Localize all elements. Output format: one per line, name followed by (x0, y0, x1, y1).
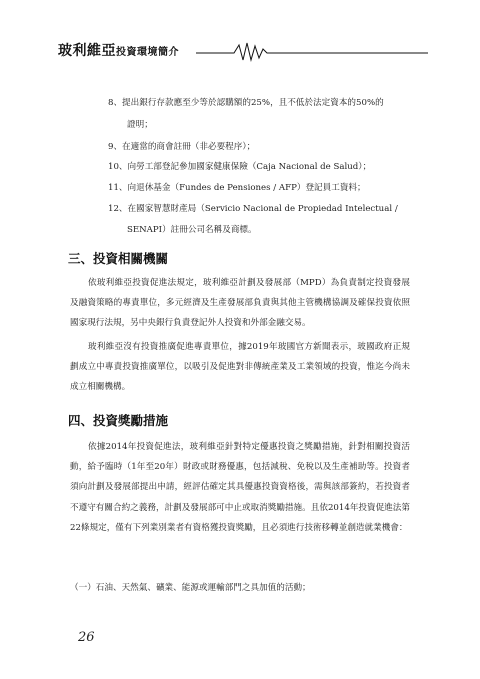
list-item: 8、提出銀行存款應至少等於認購額的25%，且不低於法定資本的50%的 (108, 98, 384, 108)
section-title: 三、投資相關機關 (68, 251, 169, 266)
page-header (58, 40, 428, 62)
paragraph: 依玻利維亞投資促進法規定，玻利維亞計劃及發展部（MPD）為負責制定投資發展及融資策略的專責單位，多元經濟及生產發展部負責與其他主管機構協調及確保投資依照國家現行法規，另中央銀行負責登記外人投資和外部金融交易。 (70, 278, 410, 329)
header-title-main: 玻利維亞 (58, 43, 116, 59)
header-title-sub: 投資環境簡介 (116, 47, 179, 58)
list-item: 11、向退休基金（Fundes de Pensiones / AFP）登記員工資料； (108, 183, 366, 193)
list-item: 9、在適當的商會註冊（非必要程序）； (108, 142, 256, 152)
list-item: SENAPI）註冊公司名稱及商標。 (127, 225, 257, 235)
section-title: 四、投資獎勵措施 (68, 413, 169, 428)
header-title (58, 40, 179, 60)
list-item: 證明； (127, 120, 153, 130)
paragraph: 玻利維亞沒有投資推廣促進專責單位，據2019年玻國官方新聞表示，玻國政府正規劃成立中專責投資推廣單位，以吸引及促進對非傳統產業及工業領域的投資，惟迄今尚未成立相關機構。 (70, 342, 410, 393)
list-item: 10、向勞工部登記參加國家健康保險（Caja Nacional de Salud）； (108, 162, 372, 172)
list-item: 12、在國家智慧財產局（Servicio Nacional de Propiedad Intelectual / (108, 204, 398, 214)
paragraph: 依據2014年投資促進法，玻利維亞針對特定優惠投資之獎勵措施，針對相關投資活動，給予臨時（1年至20年）財政或財務優惠，包括減稅、免稅以及生產補助等。投資者須向計劃及發展部提出申請，經評估確定其具優惠投資資格後，需與該部簽約，若投資者不遵守有關合約之義務，計劃及發展部可中止或取消獎勵措施。且依2014年投資促進法第22條規定，僅有下列業別業者有資格獲投資獎勵，且必須進行技術移轉並創造就業機會： (70, 442, 410, 533)
list-item: （一）石油、天然氣、礦業、能源或運輸部門之具加值的活動； (70, 583, 311, 593)
page-number: 26 (78, 630, 95, 645)
